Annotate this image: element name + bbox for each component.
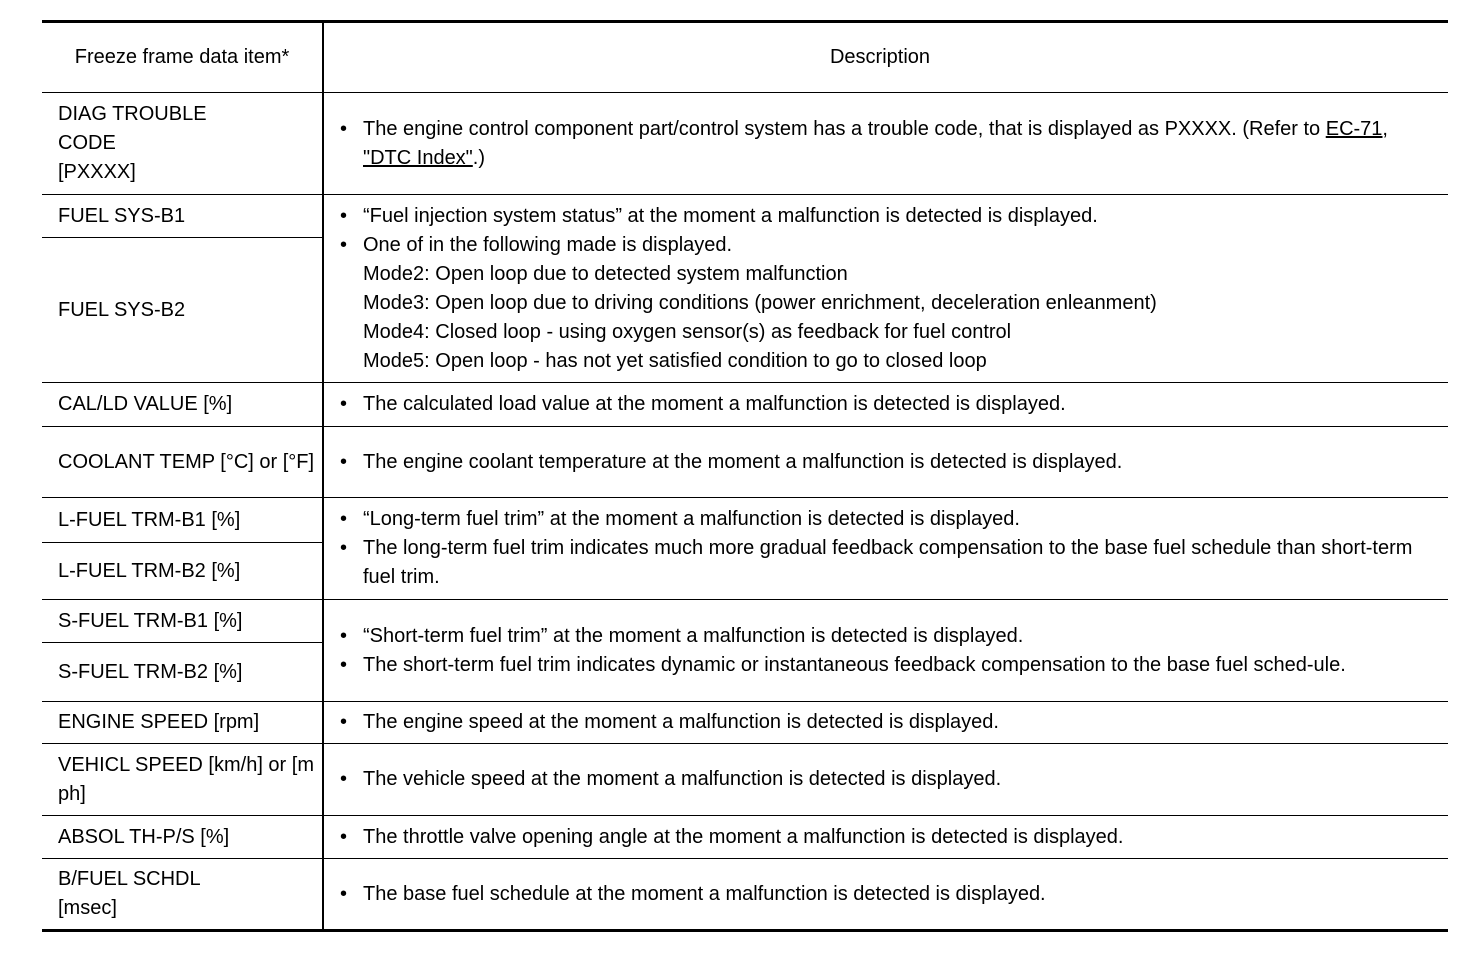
item-line: CODE	[58, 132, 116, 154]
mode-line: Mode3: Open loop due to driving conditions (power enrichment, deceleration enleanment)	[363, 291, 1157, 314]
item-cell	[42, 93, 323, 195]
bullet: • The short-term fuel trim indicates dynamic or instantaneous feedback compensation to the base fuel sched-ule.	[340, 651, 1436, 680]
mode-line: Mode5: Open loop - has not yet satisfied condition to go to closed loop	[363, 349, 987, 372]
header-description: Description	[323, 22, 1448, 93]
item-cell: L-FUEL TRM-B2 [%]	[42, 543, 323, 600]
bullet: • One of in the following made is displayed.	[340, 231, 1436, 260]
item-cell: FUEL SYS-B2	[42, 238, 323, 383]
description-cell	[323, 93, 1448, 195]
bullet: • The calculated load value at the moment a malfunction is detected is displayed.	[340, 390, 1436, 419]
bullet	[340, 115, 1436, 173]
item-cell: B/FUEL SCHDL [msec]	[42, 859, 323, 931]
item-line: [PXXXX]	[58, 161, 136, 183]
item-cell: L-FUEL TRM-B1 [%]	[42, 498, 323, 543]
table-row	[42, 383, 1448, 427]
header-item: Freeze frame data item*	[42, 22, 323, 93]
bullet: • The vehicle speed at the moment a malfunction is detected is displayed.	[340, 765, 1436, 794]
bullet: • “Short-term fuel trim” at the moment a malfunction is detected is displayed.	[340, 622, 1436, 651]
table-row	[42, 93, 1448, 195]
table-row	[42, 816, 1448, 859]
bullet: • “Long-term fuel trim” at the moment a malfunction is detected is displayed.	[340, 505, 1436, 534]
bullet: • The base fuel schedule at the moment a malfunction is detected is displayed.	[340, 880, 1436, 909]
description-cell	[323, 744, 1448, 816]
item-cell: VEHICL SPEED [km/h] or [mph]	[42, 744, 323, 816]
freeze-frame-table	[42, 20, 1448, 932]
table-row	[42, 859, 1448, 931]
bullet: • “Fuel injection system status” at the moment a malfunction is detected is displayed.	[340, 202, 1436, 231]
table-row	[42, 702, 1448, 744]
dtc-index-link[interactable]: EC-71, "DTC Index"	[363, 117, 1388, 169]
description-cell	[323, 702, 1448, 744]
table-row	[42, 427, 1448, 498]
mode-line: Mode2: Open loop due to detected system malfunction	[363, 262, 848, 285]
table-row	[42, 195, 1448, 238]
mode-line: Mode4: Closed loop - using oxygen sensor(s) as feedback for fuel control	[363, 320, 1012, 343]
table-row	[42, 744, 1448, 816]
bullet: • The long-term fuel trim indicates much more gradual feedback compensation to the base fuel schedule than short-term fuel trim.	[340, 534, 1436, 592]
item-cell: S-FUEL TRM-B1 [%]	[42, 600, 323, 643]
description-cell	[323, 427, 1448, 498]
item-cell: ENGINE SPEED [rpm]	[42, 702, 323, 744]
item-cell: ABSOL TH-P/S [%]	[42, 816, 323, 859]
description-cell	[323, 859, 1448, 931]
description-cell	[323, 195, 1448, 383]
bullet: • The engine speed at the moment a malfunction is detected is displayed.	[340, 708, 1436, 737]
desc-text: .)	[472, 146, 486, 169]
table-row	[42, 600, 1448, 643]
item-cell: CAL/LD VALUE [%]	[42, 383, 323, 427]
desc-text: The engine control component part/control system has a trouble code, that is displayed as PXXXX. (Refer to	[363, 117, 1326, 140]
bullet: • The throttle valve opening angle at the moment a malfunction is detected is displayed.	[340, 823, 1436, 852]
item-cell: FUEL SYS-B1	[42, 195, 323, 238]
description-cell	[323, 498, 1448, 600]
bullet: • The engine coolant temperature at the moment a malfunction is detected is displayed.	[340, 448, 1436, 477]
description-cell	[323, 600, 1448, 702]
description-cell	[323, 383, 1448, 427]
table-row	[42, 498, 1448, 543]
item-cell: COOLANT TEMP [°C] or [°F]	[42, 427, 323, 498]
header-row	[42, 22, 1448, 93]
item-cell: S-FUEL TRM-B2 [%]	[42, 643, 323, 702]
item-line: DIAG TROUBLE	[58, 103, 207, 125]
description-cell	[323, 816, 1448, 859]
